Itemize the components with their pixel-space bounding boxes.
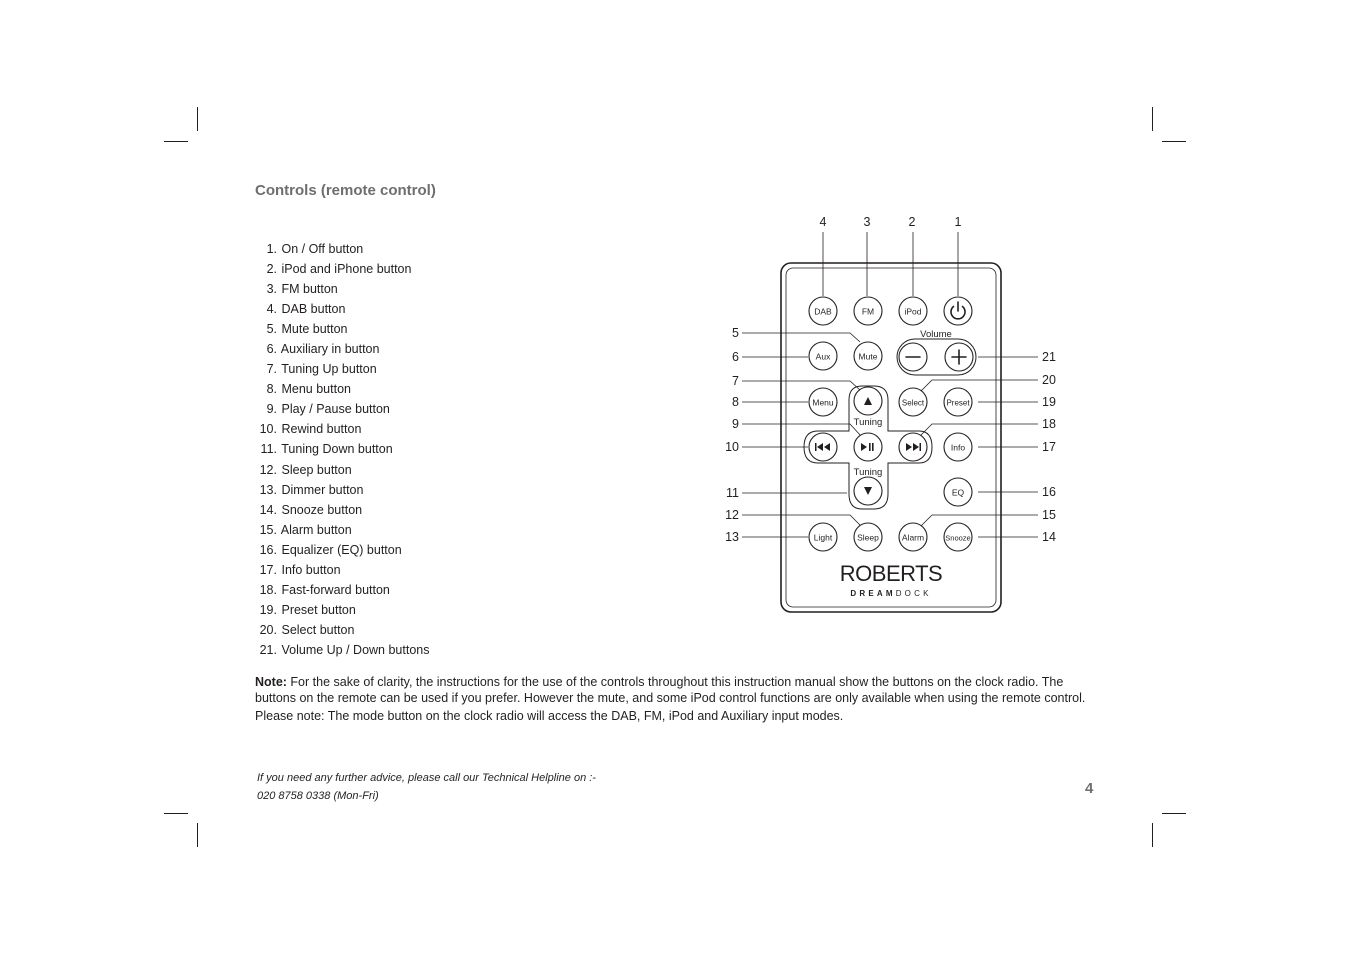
controls-list-item [255, 321, 429, 341]
controls-list-item [255, 301, 429, 321]
callout-number: 11 [726, 486, 739, 500]
page-title: Controls (remote control) [255, 182, 436, 199]
list-item-number: 14. [259, 502, 277, 517]
list-item-number: 8. [266, 382, 277, 397]
list-item-number: 12. [259, 462, 277, 477]
leader-line [742, 424, 861, 436]
controls-list-item [255, 441, 429, 461]
controls-list-item [255, 502, 429, 522]
callout-number: 14 [1042, 530, 1056, 544]
callout-number: 2 [908, 215, 916, 229]
list-item-label: Preset button [281, 602, 356, 617]
list-item-label: Menu button [281, 382, 351, 397]
play-pause-button[interactable] [854, 433, 882, 461]
brand-logo: ROBERTS [839, 561, 943, 586]
aux-button-label: Aux [815, 351, 831, 362]
callout-number: 19 [1042, 395, 1056, 409]
eq-button-label: EQ [951, 487, 965, 498]
callout-number: 5 [732, 326, 739, 340]
alarm-button-label: Alarm [901, 532, 925, 543]
crop-mark [1152, 823, 1153, 847]
controls-list-item [255, 582, 429, 602]
sleep-button-label: Sleep [857, 532, 879, 543]
callout-number: 1 [954, 215, 962, 229]
helpline-footer [257, 769, 596, 805]
list-item-label: DAB button [281, 302, 346, 317]
list-item-label: Tuning Down button [281, 442, 393, 457]
list-item-label: Volume Up / Down buttons [281, 642, 430, 657]
callout-number: 6 [732, 350, 739, 364]
crop-mark [1152, 107, 1153, 131]
controls-list-item [255, 622, 429, 642]
controls-list-item [255, 341, 429, 361]
list-item-label: Fast-forward button [281, 582, 390, 597]
note-paragraph [255, 674, 1103, 706]
select-button-label: Select [901, 398, 925, 408]
list-item-label: Dimmer button [281, 482, 364, 497]
list-item-number: 16. [259, 542, 277, 557]
list-item-number: 13. [259, 482, 277, 497]
volume-label: Volume [920, 329, 952, 340]
list-item-number: 9. [266, 402, 277, 417]
leader-line [921, 380, 1038, 391]
tuning-label: Tuning [853, 417, 883, 428]
list-item-number: 11. [260, 442, 277, 457]
list-item-label: Tuning Up button [281, 362, 377, 377]
leader-line [921, 424, 1038, 435]
controls-list-item [255, 261, 429, 281]
list-item-label: Alarm button [280, 522, 352, 537]
controls-list-item [255, 421, 429, 441]
list-item-label: On / Off button [281, 242, 364, 256]
controls-list-item [255, 482, 429, 502]
callout-number: 18 [1042, 417, 1056, 431]
callout-number: 13 [725, 530, 739, 544]
list-item-number: 1. [266, 242, 277, 256]
crop-mark [1162, 813, 1186, 814]
note-label: Note: [255, 675, 287, 689]
list-item-number: 5. [266, 322, 277, 337]
list-item-label: Sleep button [281, 462, 352, 477]
list-item-label: Play / Pause button [281, 402, 390, 417]
callout-number: 9 [732, 417, 739, 431]
callout-number: 4 [819, 215, 827, 229]
tuning-label: Tuning [853, 467, 883, 478]
callout-number: 8 [732, 395, 739, 409]
list-item-number: 15. [259, 522, 277, 537]
leader-line [742, 381, 860, 390]
controls-list-item [255, 381, 429, 401]
list-item-number: 10. [259, 422, 277, 437]
snooze-button-label: Snooze [945, 533, 971, 543]
leader-line [742, 333, 860, 342]
list-item-number: 3. [266, 282, 277, 297]
helpline-text: If you need any further advice, please call our Technical Helpline on :- [257, 772, 596, 784]
light-button-label: Light [813, 532, 833, 543]
page-number: 4 [1085, 780, 1094, 797]
controls-list-item [255, 462, 429, 482]
controls-list-item [255, 281, 429, 301]
crop-mark [1162, 141, 1186, 142]
dab-button-label: DAB [814, 306, 832, 317]
callout-number: 10 [725, 440, 739, 454]
mute-button-label: Mute [858, 351, 878, 362]
callout-number: 20 [1042, 373, 1056, 387]
callout-number: 7 [732, 374, 739, 388]
list-item-number: 4. [266, 302, 277, 317]
controls-list-item [255, 602, 429, 622]
list-item-label: Equalizer (EQ) button [281, 542, 402, 557]
controls-list-item [255, 241, 429, 261]
list-item-number: 6. [266, 342, 277, 357]
helpline-phone: 020 8758 0338 (Mon-Fri) [257, 790, 379, 802]
list-item-number: 21. [259, 642, 277, 657]
list-item-number: 2. [266, 262, 277, 277]
callout-number: 16 [1042, 485, 1056, 499]
controls-list-item [255, 361, 429, 381]
leader-line [921, 515, 1038, 526]
list-item-label: Snooze button [281, 502, 363, 517]
fm-button-label: FM [861, 306, 875, 317]
controls-list-item [255, 522, 429, 542]
list-item-label: Auxiliary in button [280, 342, 380, 357]
note-mode-paragraph: Please note: The mode button on the clock radio will access the DAB, FM, iPod and Auxiliary input modes. [255, 709, 844, 723]
crop-mark [197, 107, 198, 131]
crop-mark [164, 141, 188, 142]
callout-number: 21 [1042, 350, 1056, 364]
list-item-label: Info button [281, 562, 341, 577]
list-item-label: Rewind button [281, 422, 362, 437]
callout-number: 3 [863, 215, 871, 229]
list-item-label: FM button [281, 282, 338, 297]
ipod-button-label: iPod [904, 306, 922, 317]
menu-button-label: Menu [812, 397, 834, 408]
callout-number: 17 [1042, 440, 1056, 454]
remote-control-diagram [720, 210, 1080, 620]
controls-list [255, 241, 429, 662]
list-item-number: 17. [259, 562, 277, 577]
list-item-number: 20. [259, 622, 277, 637]
callout-number: 12 [725, 508, 739, 522]
controls-list-item [255, 542, 429, 562]
model-name: DREAMDOCK [850, 589, 932, 598]
controls-list-item [255, 562, 429, 582]
list-item-label: Mute button [281, 322, 348, 337]
list-item-label: iPod and iPhone button [281, 262, 412, 277]
preset-button-label: Preset [946, 398, 970, 408]
controls-list-item [255, 642, 429, 662]
controls-list-item [255, 401, 429, 421]
list-item-number: 7. [266, 362, 277, 377]
crop-mark [197, 823, 198, 847]
list-item-label: Select button [281, 622, 355, 637]
list-item-number: 19. [259, 602, 277, 617]
callout-number: 15 [1042, 508, 1056, 522]
list-item-number: 18. [259, 582, 277, 597]
note-text: For the sake of clarity, the instructions for the use of the controls throughout this instruction manual show the buttons on the clock radio. The buttons on the remote can be used if you prefer. However the mute, and some iPod control functions are only available when using the remote control. [255, 675, 1086, 705]
info-button-label: Info [950, 442, 966, 453]
crop-mark [164, 813, 188, 814]
leader-line [742, 515, 861, 526]
